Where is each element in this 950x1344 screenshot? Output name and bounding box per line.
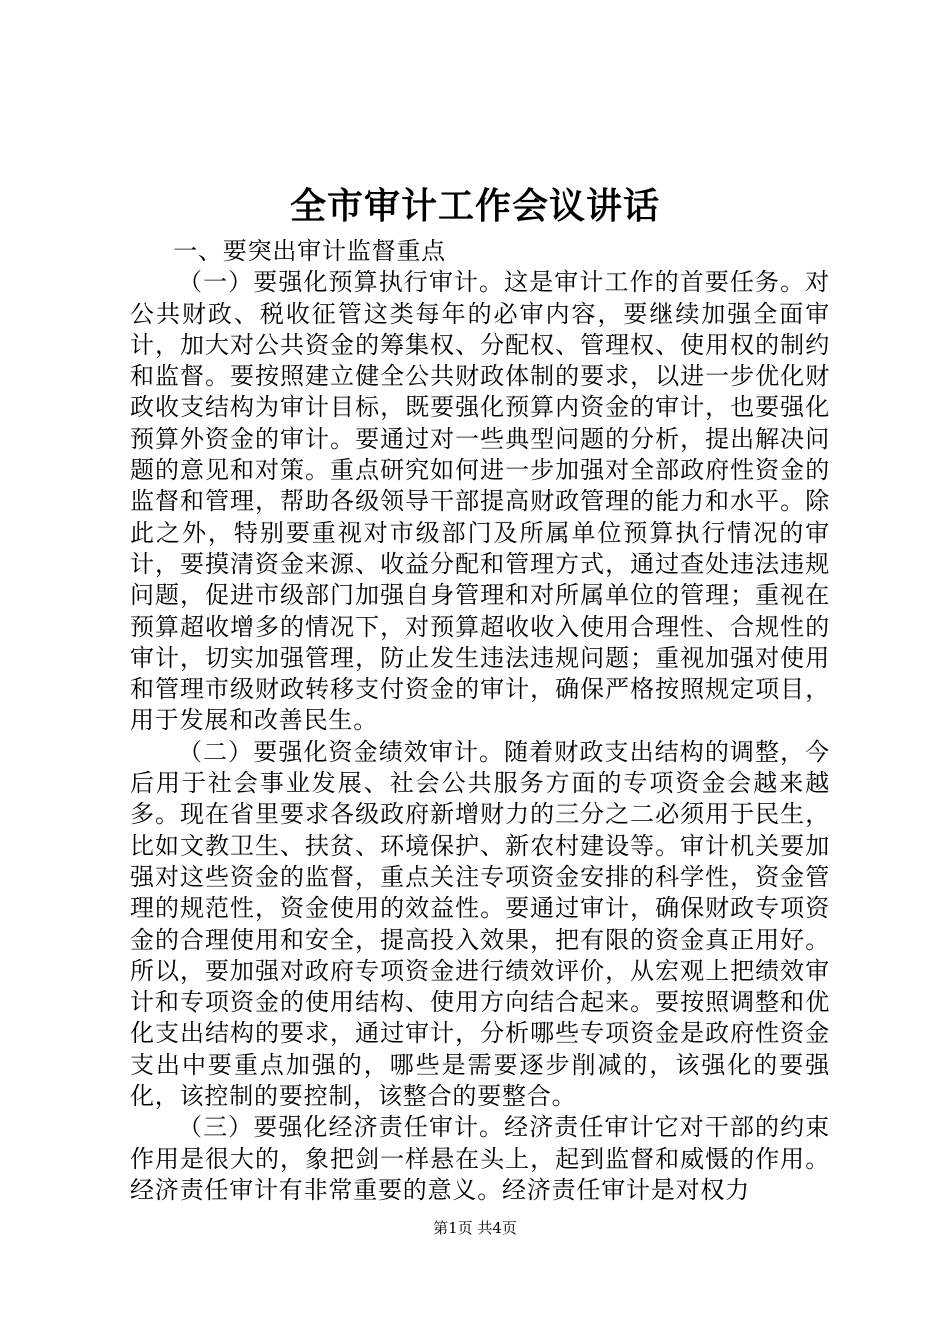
paragraph-performance-audit: （二）要强化资金绩效审计。随着财政支出结构的调整，今后用于社会事业发展、社会公共服务方面的专项资金会越来越多。现在省里要求各级政府新增财力的三分之二必须用于民生，比如文教卫生、扶贫、环境保护、新农村建设等。审计机关要加强对这些资金的监督，重点关注专项资金安排的科学性，资金管理的规范性，资金使用的效益性。要通过审计，确保财政专项资金的合理使用和安全，提高投入效果，把有限的资金真正用好。所以，要加强对政府专项资金进行绩效评价，从宏观上把绩效审计和专项资金的使用结构、使用方向结合起来。要按照调整和优化支出结构的要求，通过审计，分析哪些专项资金是政府性资金支出中要重点加强的，哪些是需要逐步削减的，该强化的要强化，该控制的要控制，该整合的要整合。 xyxy=(130,737,830,1111)
paragraph-responsibility-audit: （三）要强化经济责任审计。经济责任审计它对干部的约束作用是很大的，象把剑一样悬在头上，起到监督和威慑的作用。经济责任审计有非常重要的意义。经济责任审计是对权力 xyxy=(130,1113,830,1204)
document-title: 全市审计工作会议讲话 xyxy=(289,186,660,227)
page-footer: 第1页 共4页 xyxy=(433,1219,517,1237)
section-heading: 一、要突出审计监督重点 xyxy=(173,237,446,265)
document-body xyxy=(130,236,830,1206)
paragraph-budget-audit: （一）要强化预算执行审计。这是审计工作的首要任务。对公共财政、税收征管这类每年的必审内容，要继续加强全面审计，加大对公共资金的筹集权、分配权、管理权、使用权的制约和监督。要按照建立健全公共财政体制的要求，以进一步优化财政收支结构为审计目标，既要强化预算内资金的审计，也要强化预算外资金的审计。要通过对一些典型问题的分析，提出解决问题的意见和对策。重点研究如何进一步加强对全部政府性资金的监督和管理，帮助各级领导干部提高财政管理的能力和水平。除此之外，特别要重视对市级部门及所属单位预算执行情况的审计，要摸清资金来源、收益分配和管理方式，通过查处违法违规问题，促进市级部门加强自身管理和对所属单位的管理；重视在预算超收增多的情况下，对预算超收收入使用合理性、合规性的审计，切实加强管理，防止发生违法违规问题；重视加强对使用和管理市级财政转移支付资金的审计，确保严格按照规定项目，用于发展和改善民生。 xyxy=(130,268,830,735)
